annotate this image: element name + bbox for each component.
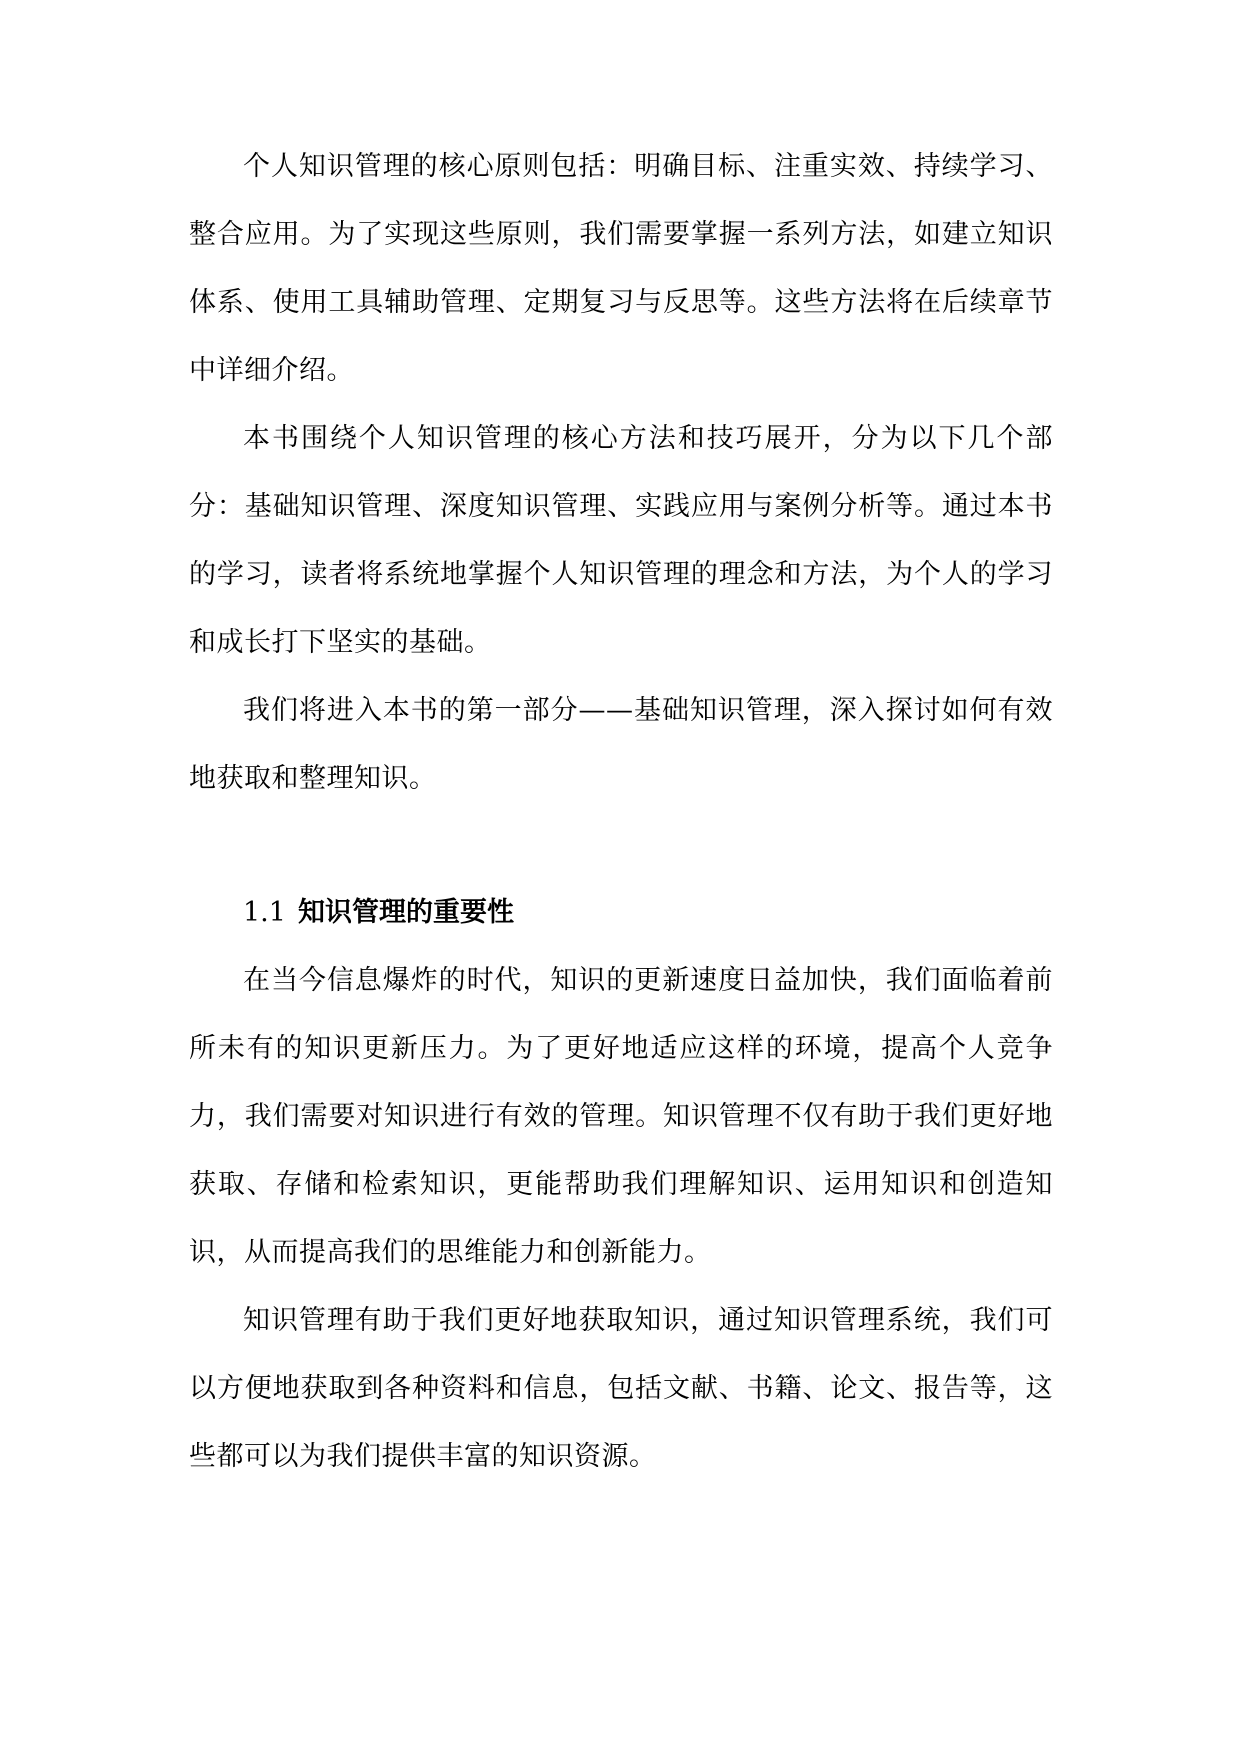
paragraph-acquisition: 知识管理有助于我们更好地获取知识，通过知识管理系统，我们可以方便地获取到各种资料和信息，包括文献、书籍、论文、报告等，这些都可以为我们提供丰富的知识资源。 (189, 1305, 1053, 1472)
paragraph-importance: 在当今信息爆炸的时代，知识的更新速度日益加快，我们面临着前所未有的知识更新压力。为了更好地适应这样的环境，提高个人竞争力，我们需要对知识进行有效的管理。知识管理不仅有助于我们更好地获取、存储和检索知识，更能帮助我们理解知识、运用知识和创造知识，从而提高我们的思维能力和创新能力。 (189, 965, 1053, 1268)
section-number: 1.1 (243, 897, 286, 928)
paragraph-transition: 我们将进入本书的第一部分——基础知识管理，深入探讨如何有效地获取和整理知识。 (189, 695, 1053, 794)
section-title: 知识管理的重要性 (297, 897, 514, 928)
document-body (189, 133, 1053, 1491)
paragraph-principles: 个人知识管理的核心原则包括：明确目标、注重实效、持续学习、整合应用。为了实现这些原则，我们需要掌握一系列方法，如建立知识体系、使用工具辅助管理、定期复习与反思等。这些方法将在后续章节中详细介绍。 (189, 151, 1053, 386)
paragraph-book-structure: 本书围绕个人知识管理的核心方法和技巧展开，分为以下几个部分：基础知识管理、深度知识管理、实践应用与案例分析等。通过本书的学习，读者将系统地掌握个人知识管理的理念和方法，为个人的学习和成长打下坚实的基础。 (189, 423, 1053, 658)
section-heading (189, 879, 1053, 947)
